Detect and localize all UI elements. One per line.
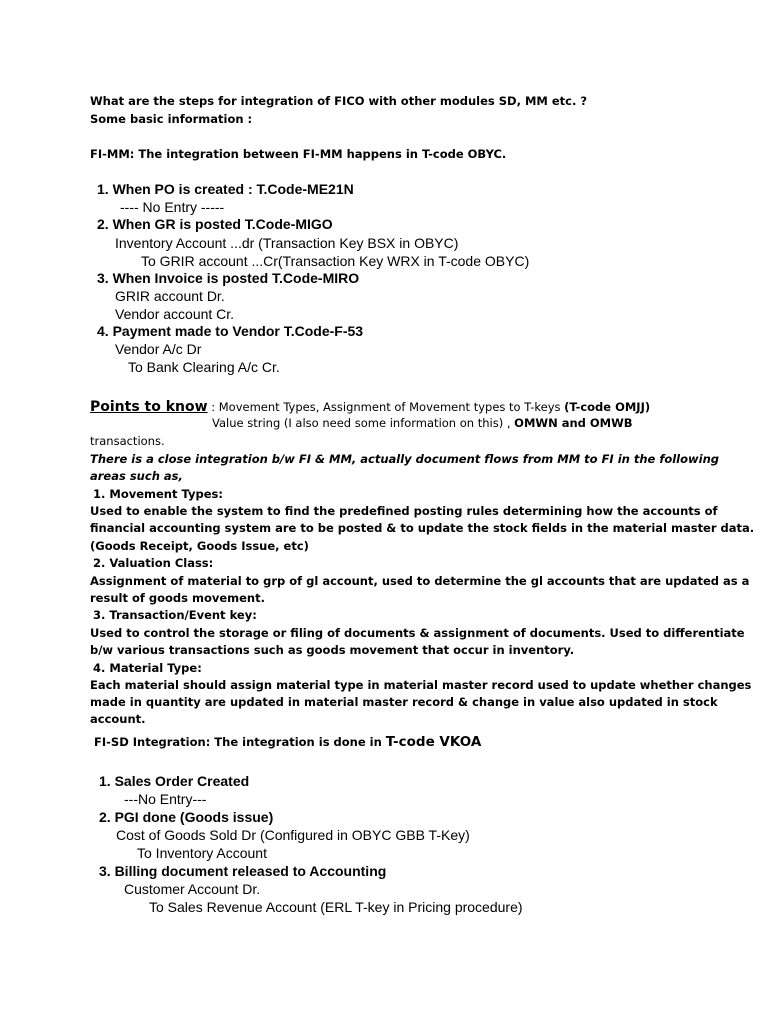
fimm-heading: FI-MM: The integration between FI-MM happens in T-code OBYC.: [90, 147, 507, 161]
points-italic-1: There is a close integration b/w FI & MM, actually document flows from MM to FI in the following: [90, 452, 720, 466]
intro-question: What are the steps for integration of FICO with other modules SD, MM etc. ?: [90, 94, 587, 108]
mm-step-1-title: 1. When PO is created : T.Code-ME21N: [97, 181, 354, 197]
points-label: Points to know: [90, 399, 208, 415]
sd-step-3-line-2: To Sales Revenue Account (ERL T-key in Pricing procedure): [149, 899, 523, 915]
sd-step-1-title: 1. Sales Order Created: [99, 773, 250, 789]
points-line-1-text: : Movement Types, Assignment of Movement types to T-keys: [207, 400, 565, 414]
mm-step-4-title: 4. Payment made to Vendor T.Code-F-53: [97, 323, 364, 339]
area-4-line-2: made in quantity are updated in material master record & change in value also updated in stock: [90, 695, 718, 709]
points-line-1: [90, 400, 650, 414]
area-4-line-1: Each material should assign material type in material master record used to update whether changes: [90, 678, 752, 692]
area-3-line-2: b/w various transactions such as goods movement that occur in inventory.: [90, 643, 575, 657]
sd-step-3-line-1: Customer Account Dr.: [124, 881, 261, 897]
mm-step-1-line-1: ---- No Entry -----: [120, 199, 225, 215]
area-3-line-1: Used to control the storage or filing of documents & assignment of documents. Used to differentiate: [90, 626, 745, 640]
mm-step-2-line-2: To GRIR account ...Cr(Transaction Key WRX in T-code OBYC): [141, 253, 530, 269]
points-italic-2: areas such as,: [90, 469, 183, 483]
area-1-line-2: financial accounting system are to be posted & to update the stock fields in the material master data.: [90, 521, 755, 535]
sd-step-3-title: 3. Billing document released to Accounting: [99, 863, 387, 879]
mm-step-2-line-1: Inventory Account ...dr (Transaction Key BSX in OBYC): [115, 235, 459, 251]
area-4-title: 4. Material Type:: [93, 661, 202, 675]
points-line-2: [212, 418, 633, 430]
points-line-2-tcodes: OMWN and OMWB: [514, 416, 633, 430]
points-line-1-tcode: (T-code OMJJ): [564, 400, 651, 414]
area-1-line-1: Used to enable the system to find the predefined posting rules determining how the accounts of: [90, 504, 718, 518]
fisd-heading: [94, 736, 481, 750]
fisd-heading-text: FI-SD Integration: The integration is done in: [94, 735, 386, 749]
intro-basic-info: Some basic information :: [90, 112, 253, 126]
mm-step-2-title: 2. When GR is posted T.Code-MIGO: [97, 216, 333, 232]
mm-step-3-line-2: Vendor account Cr.: [115, 306, 235, 322]
area-2-line-1: Assignment of material to grp of gl account, used to determine the gl accounts that are updated as a: [90, 574, 750, 588]
sd-step-2-title: 2. PGI done (Goods issue): [99, 809, 274, 825]
area-2-title: 2. Valuation Class:: [93, 556, 214, 570]
area-4-line-3: account.: [90, 712, 146, 726]
mm-step-4-line-2: To Bank Clearing A/c Cr.: [128, 359, 280, 375]
fisd-heading-tcode: T-code VKOA: [385, 734, 482, 750]
area-1-title: 1. Movement Types:: [93, 487, 223, 501]
sd-step-2-line-1: Cost of Goods Sold Dr (Configured in OBYC GBB T-Key): [116, 827, 470, 843]
sd-step-2-line-2: To Inventory Account: [137, 845, 267, 861]
mm-step-3-title: 3. When Invoice is posted T.Code-MIRO: [97, 270, 360, 286]
points-line-2-text: Value string (I also need some information on this) ,: [212, 416, 515, 430]
points-line-3: transactions.: [90, 434, 165, 448]
area-1-line-3: (Goods Receipt, Goods Issue, etc): [90, 539, 309, 553]
area-3-title: 3. Transaction/Event key:: [93, 608, 257, 622]
sd-step-1-line-1: ---No Entry---: [124, 791, 207, 807]
mm-step-4-line-1: Vendor A/c Dr: [115, 341, 202, 357]
area-2-line-2: result of goods movement.: [90, 591, 265, 605]
mm-step-3-line-1: GRIR account Dr.: [115, 288, 225, 304]
